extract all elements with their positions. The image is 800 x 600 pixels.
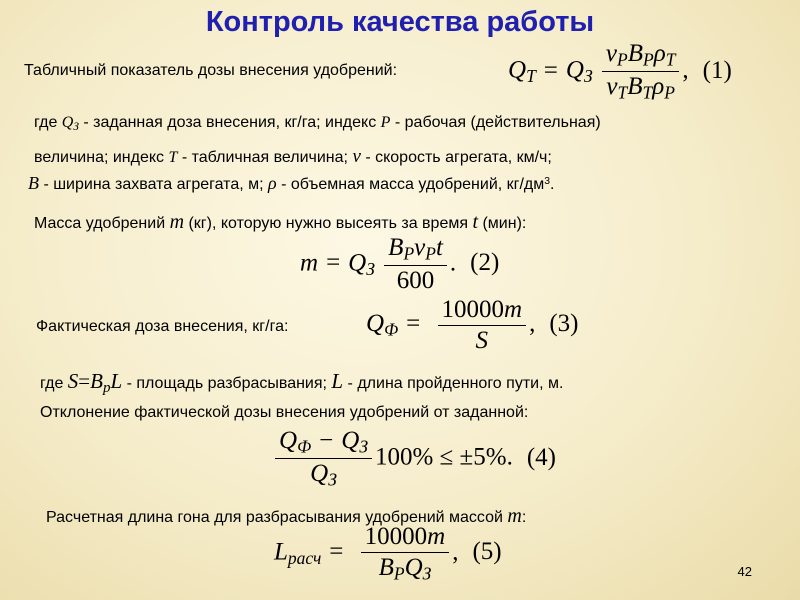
formula-3: $Q_Ф$ = $\frac{10000m}{S}$ , (3) bbox=[366, 296, 579, 354]
definition-line-2: величина; индекс T - табличная величина; v - скорость агрегата, км/ч; bbox=[34, 146, 552, 167]
slide-title: Контроль качества работы bbox=[205, 6, 595, 38]
formula-2: $m = Q_З$ $\frac{B_Pv_Pt}{600}$ . (2) bbox=[300, 234, 500, 295]
formula1-label: Табличный показатель дозы внесения удобрений: bbox=[24, 62, 398, 79]
formula-1: $Q_T = Q_З$ $\frac{v_PB_P\rho_T}{v_TB_T\rho_P}$ , (1) bbox=[508, 40, 732, 103]
page-number: 42 bbox=[737, 564, 752, 579]
formula-4: $\frac{Q_Ф - Q_З}{Q_З}$ 100% ≤ ±5%. (4) bbox=[272, 427, 556, 491]
formula-5: $L_{расч}$ = $\frac{10000m}{B_PQ_З}$ , (5) bbox=[274, 523, 502, 584]
mass-description: Масса удобрений m (кг), которую нужно высеять за время t (мин): bbox=[34, 211, 527, 233]
length-description: Расчетная длина гона для разбрасывания удобрений массой m: bbox=[46, 505, 527, 527]
area-description: где S=BpL - площадь разбрасывания; L - длина пройденного пути, м. bbox=[40, 369, 564, 396]
formula3-label: Фактическая доза внесения, кг/га: bbox=[36, 318, 289, 335]
deviation-description: Отклонение фактической дозы внесения удобрений от заданной: bbox=[40, 404, 529, 421]
definition-line-1: где $Q_З$ - заданная доза внесения, кг/га; индекс P - рабочая (действительная) bbox=[34, 114, 601, 133]
definition-line-3: B - ширина захвата агрегата, м; ρ - объемная масса удобрений, $кг/дм^3$. bbox=[28, 173, 555, 193]
